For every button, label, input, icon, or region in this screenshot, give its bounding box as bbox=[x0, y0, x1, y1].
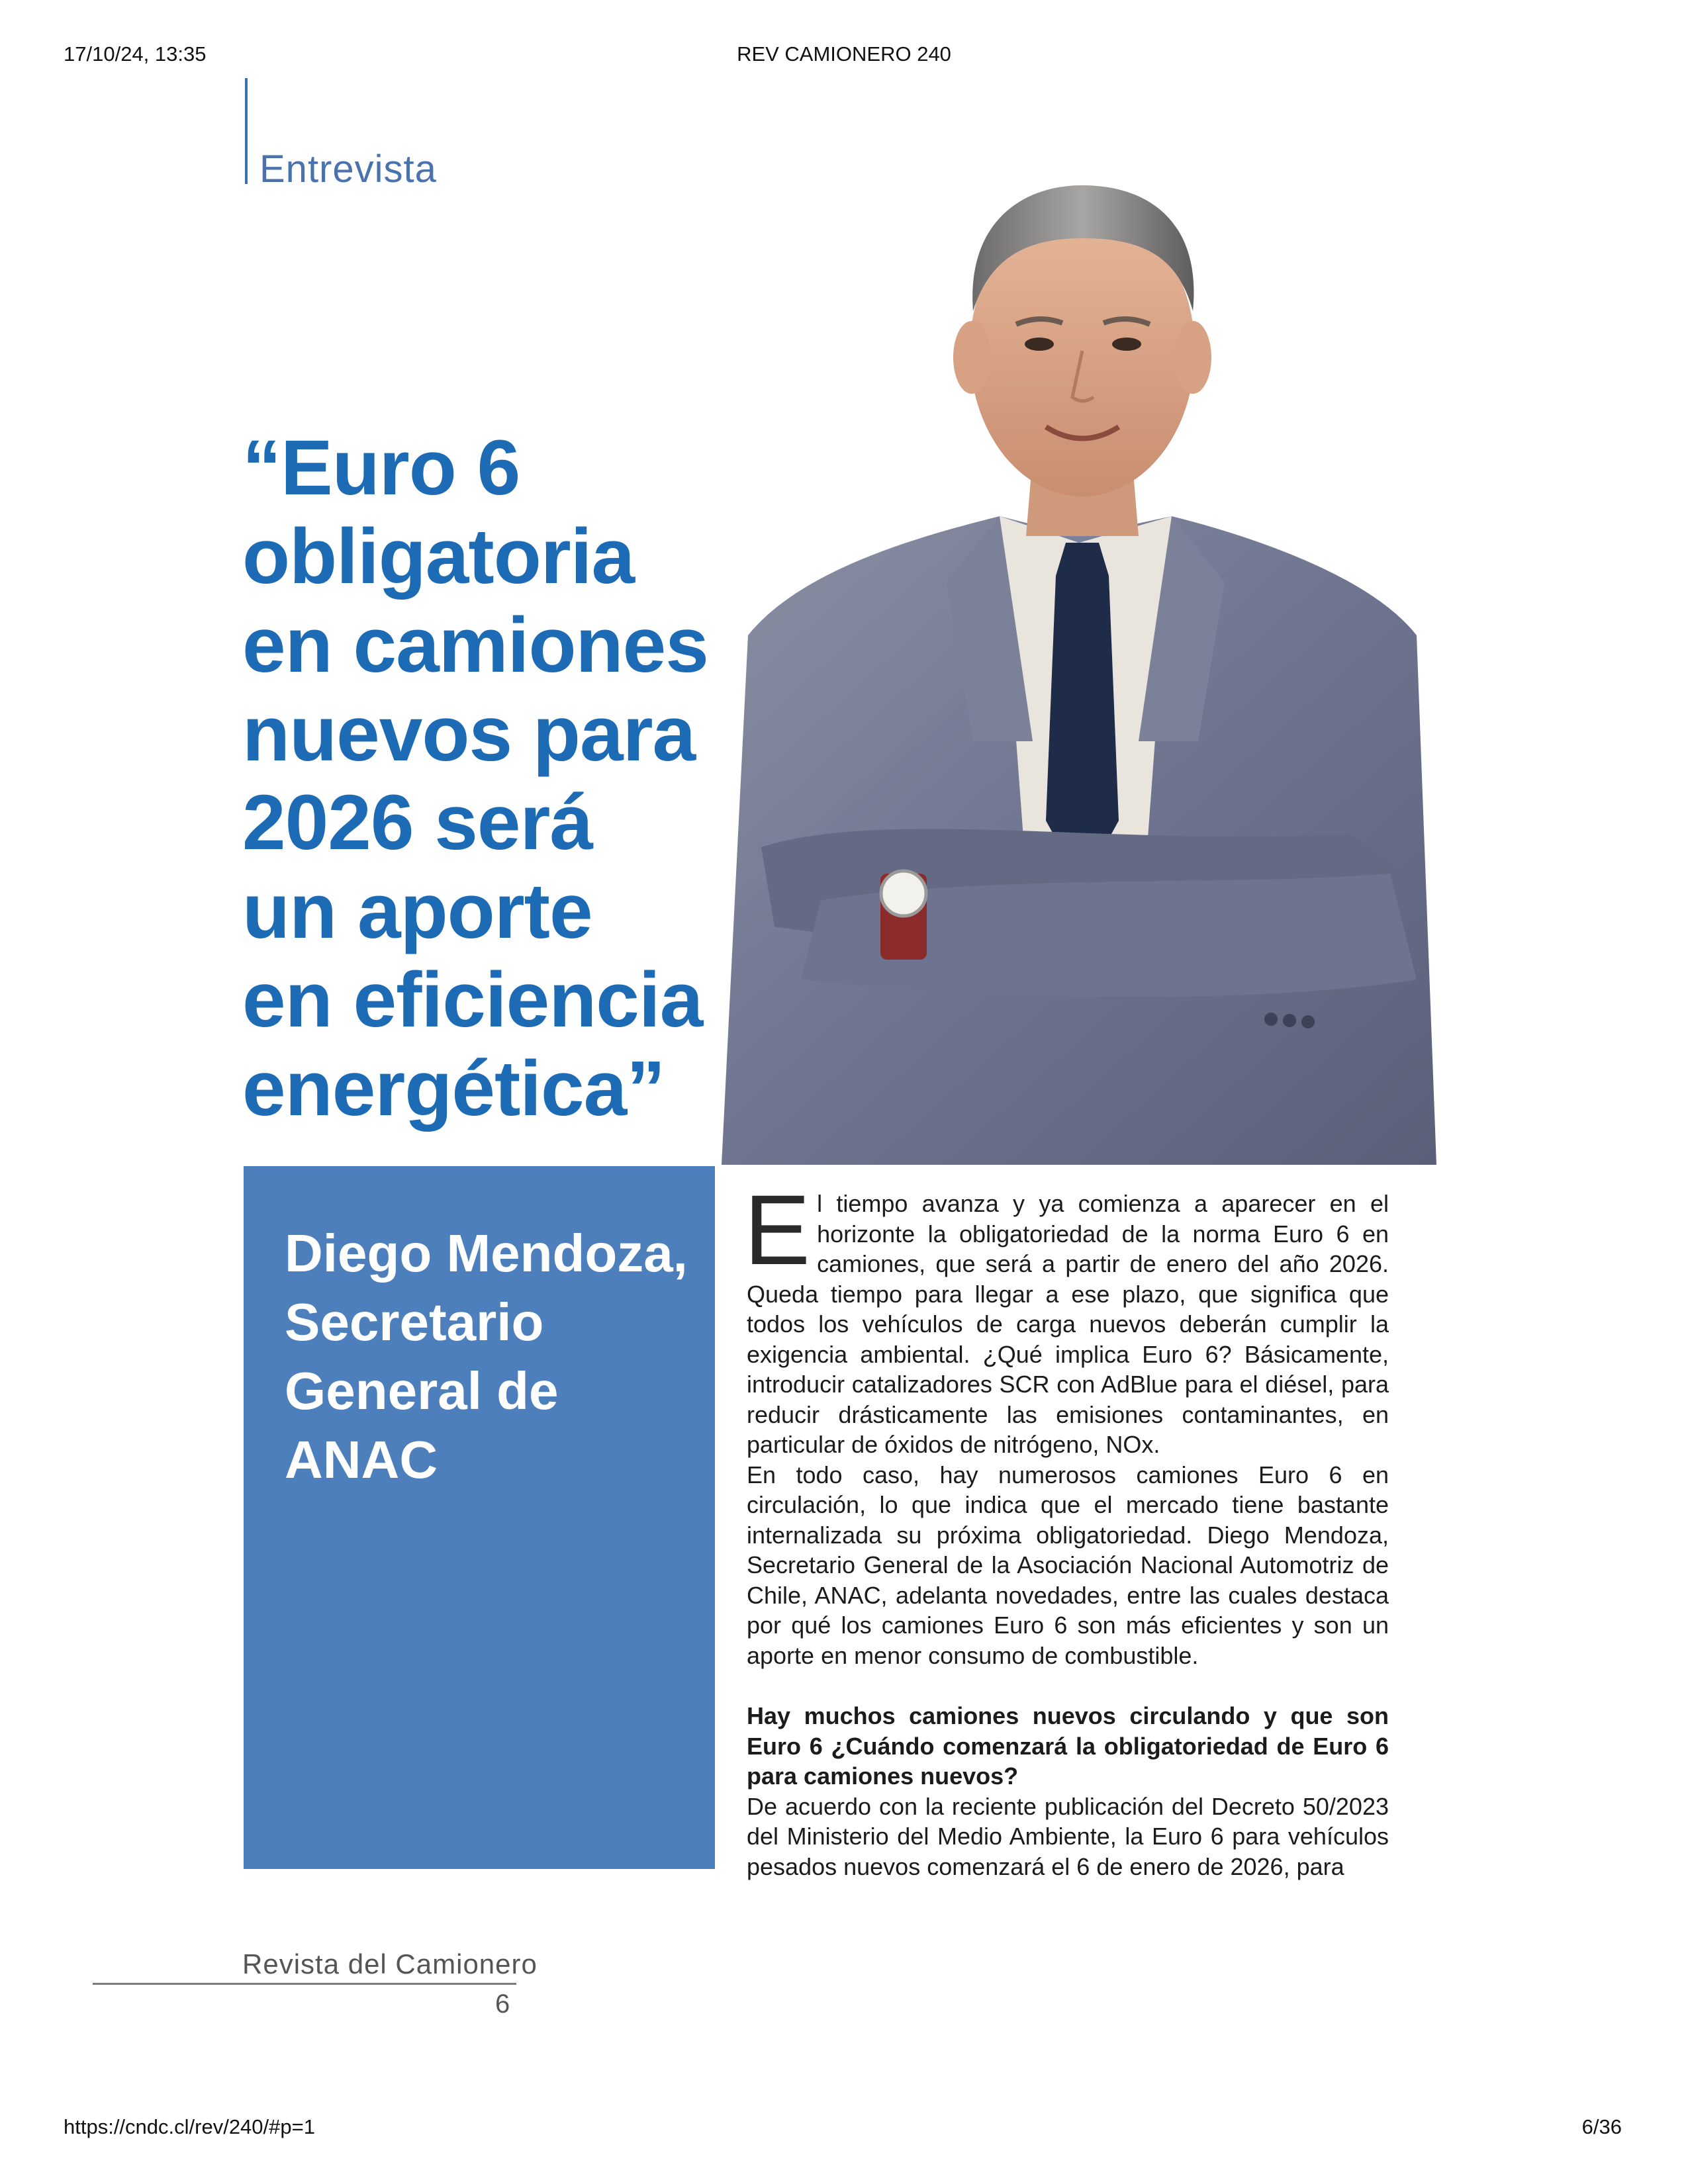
interviewee-name bbox=[285, 1219, 695, 1494]
footer-rule bbox=[93, 1983, 516, 1985]
headline-line: obligatoria bbox=[242, 513, 635, 600]
interviewee-line: Secretario bbox=[285, 1293, 544, 1351]
headline bbox=[242, 424, 745, 1133]
headline-line: 2026 será bbox=[242, 779, 593, 866]
interviewee-line: ANAC bbox=[285, 1430, 438, 1489]
interview-question: Hay muchos camiones nuevos circulando y que son Euro 6 ¿Cuándo comenzará la obligatoriedad de Euro 6 para camiones nuevos? bbox=[747, 1702, 1389, 1790]
headline-line: energética” bbox=[242, 1045, 665, 1132]
print-datetime: 17/10/24, 13:35 bbox=[64, 42, 207, 66]
section-rule bbox=[245, 78, 248, 184]
headline-line: un aporte bbox=[242, 868, 592, 955]
magazine-name: Revista del Camionero bbox=[242, 1948, 538, 1979]
article-body bbox=[744, 1174, 1389, 1882]
headline-line: “Euro 6 bbox=[242, 424, 520, 512]
interviewee-line: General de bbox=[285, 1361, 559, 1420]
paragraph-text: l tiempo avanza y ya comienza a aparecer en el horizonte la obligatoriedad de la norma Euro 6 en camiones, que será a partir de enero del año 2026. Queda tiempo para llegar a ese plazo, que significa que todos los vehículos de carga nuevos deberán cumplir la exigencia ambiental. ¿Qué implica Euro 6? Básicamente, introducir catalizadores SCR con AdBlue para el diésel, para reducir drásticamente las emisiones contaminantes, en particular de óxidos de nitrógeno, NOx. bbox=[747, 1190, 1389, 1458]
print-doc-title: REV CAMIONERO 240 bbox=[737, 42, 951, 66]
print-page-counter: 6/36 bbox=[1581, 2115, 1622, 2138]
headline-line: en eficiencia bbox=[242, 956, 703, 1044]
print-url[interactable]: https://cndc.cl/rev/240/#p=1 bbox=[64, 2115, 315, 2138]
interviewee-portrait bbox=[722, 146, 1443, 1165]
article-paragraph bbox=[744, 1174, 1389, 1460]
headline-line: nuevos para bbox=[242, 690, 696, 778]
interviewee-box bbox=[244, 1166, 715, 1869]
section-label: Entrevista bbox=[259, 148, 437, 191]
article-paragraph: En todo caso, hay numerosos camiones Euro 6 en circulación, lo que indica que el mercado tiene bastante internalizada su próxima obligatoriedad. Diego Mendoza, Secretario General de la Asociación Nacional Automotriz de Chile, ANAC, adelanta novedades, entre las cuales destaca por qué los camiones Euro 6 son más eficientes y son un aporte en menor consumo de combustible. bbox=[747, 1461, 1389, 1669]
interviewee-line: Diego Mendoza, bbox=[285, 1224, 688, 1283]
drop-cap: E bbox=[744, 1174, 811, 1285]
interview-answer: De acuerdo con la reciente publicación del Decreto 50/2023 del Ministerio del Medio Ambiente, la Euro 6 para vehículos pesados nuevos comenzará el 6 de enero de 2026, para bbox=[747, 1792, 1389, 1880]
headline-line: en camiones bbox=[242, 602, 708, 689]
magazine-page-number: 6 bbox=[495, 1989, 510, 2019]
